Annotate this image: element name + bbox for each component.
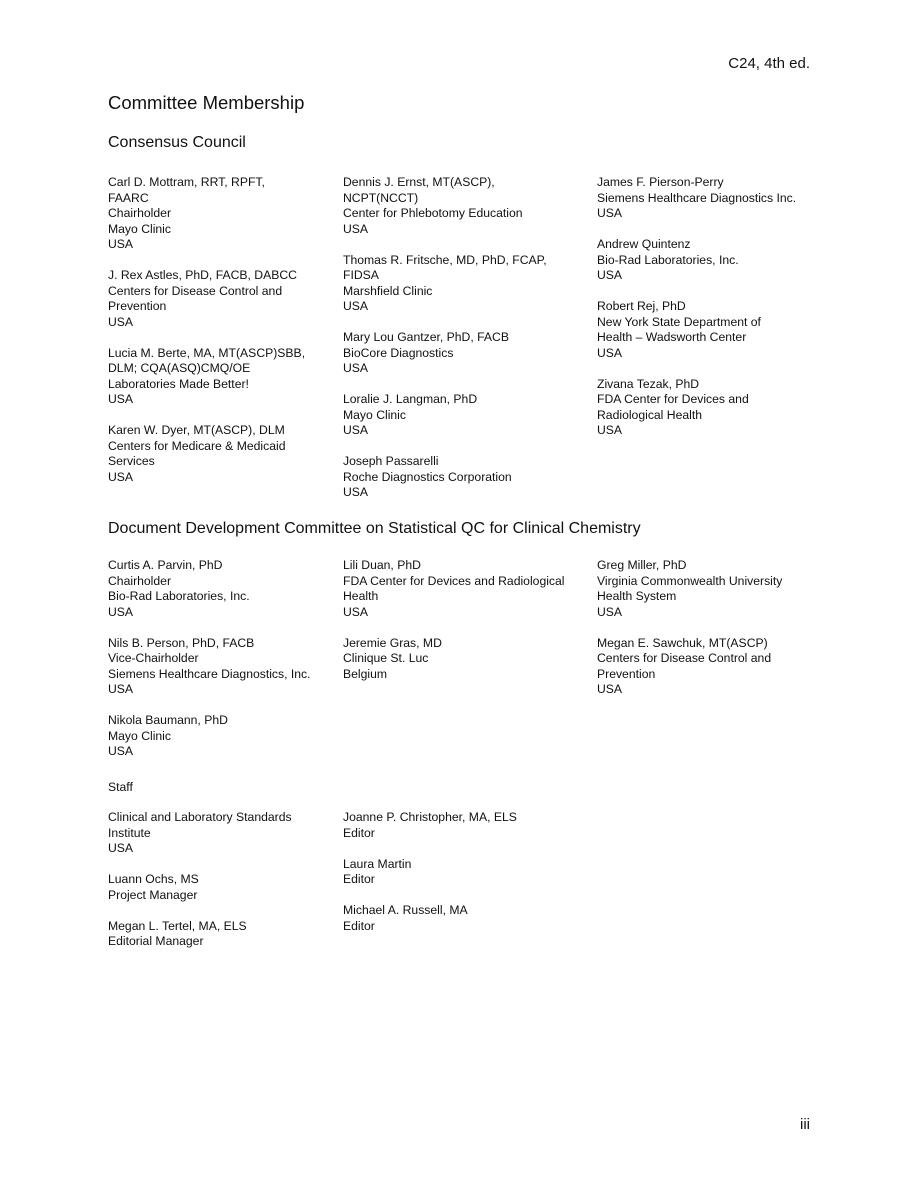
member-detail: DLM; CQA(ASQ)CMQ/OE xyxy=(108,361,251,375)
member-detail: Services xyxy=(108,454,155,468)
member-name: Michael A. Russell, MA xyxy=(343,903,468,917)
member-entry xyxy=(343,636,565,683)
member-name: J. Rex Astles, PhD, FACB, DABCC xyxy=(108,268,297,282)
member-entry xyxy=(108,175,305,253)
member-detail: USA xyxy=(597,604,623,619)
page-header: C24, 4th ed. xyxy=(728,55,810,72)
member-detail: New York State Department of xyxy=(597,314,761,329)
member-detail: FDA Center for Devices and xyxy=(597,392,749,406)
member-detail: Vice-Chairholder xyxy=(108,651,199,665)
member-entry xyxy=(108,713,311,760)
member-name: Andrew Quintenz xyxy=(597,237,691,251)
member-detail: Radiological Health xyxy=(597,407,703,422)
member-detail: Bio-Rad Laboratories, Inc. xyxy=(108,589,250,603)
member-entry xyxy=(597,237,796,284)
member-entry xyxy=(343,454,547,501)
committee-column-2 xyxy=(343,558,565,698)
member-detail: Health – Wadsworth Center xyxy=(597,330,747,344)
member-detail: USA xyxy=(108,682,134,696)
member-name: Clinical and Laboratory Standards xyxy=(108,810,292,824)
member-detail: FDA Center for Devices and Radiological xyxy=(343,573,565,588)
staff-column-1 xyxy=(108,810,292,965)
member-name: Carl D. Mottram, RRT, RPFT, xyxy=(108,175,265,189)
member-entry xyxy=(597,558,782,620)
member-entry xyxy=(108,346,305,408)
member-detail: Chairholder xyxy=(108,206,172,220)
member-detail: Health System xyxy=(597,589,677,603)
member-detail: Editor xyxy=(343,872,375,886)
member-entry xyxy=(597,636,782,698)
member-detail: Centers for Medicare & Medicaid xyxy=(108,438,286,453)
staff-column-2 xyxy=(343,810,517,950)
member-detail: USA xyxy=(597,423,623,437)
member-detail: NCPT(NCCT) xyxy=(343,190,419,205)
member-detail: Institute xyxy=(108,825,151,840)
member-detail: Virginia Commonwealth University xyxy=(597,573,783,588)
member-entry xyxy=(343,558,565,620)
member-name: Nikola Baumann, PhD xyxy=(108,713,228,727)
member-detail: Prevention xyxy=(597,666,656,681)
member-name: Lili Duan, PhD xyxy=(343,558,421,572)
member-name: Lucia M. Berte, MA, MT(ASCP)SBB, xyxy=(108,345,306,360)
committee-heading: Document Development Committee on Statistical QC for Clinical Chemistry xyxy=(108,520,641,537)
member-detail: Mayo Clinic xyxy=(108,221,171,236)
member-name: Jeremie Gras, MD xyxy=(343,635,442,650)
member-name: Megan L. Tertel, MA, ELS xyxy=(108,918,247,933)
member-name: Laura Martin xyxy=(343,856,412,871)
member-detail: USA xyxy=(597,268,623,282)
member-entry xyxy=(343,810,517,841)
member-detail: USA xyxy=(108,314,134,329)
member-detail: USA xyxy=(343,221,369,236)
member-detail: USA xyxy=(108,841,134,855)
member-name: Robert Rej, PhD xyxy=(597,299,686,313)
member-entry xyxy=(108,636,311,698)
member-detail: Mayo Clinic xyxy=(343,407,406,422)
member-detail: FAARC xyxy=(108,190,149,205)
member-name: Nils B. Person, PhD, FACB xyxy=(108,635,255,650)
member-detail: Editor xyxy=(343,825,375,840)
member-name: Megan E. Sawchuk, MT(ASCP) xyxy=(597,635,768,650)
member-detail: Siemens Healthcare Diagnostics, Inc. xyxy=(108,666,311,681)
member-detail: USA xyxy=(597,345,623,360)
member-detail: Clinique St. Luc xyxy=(343,651,429,665)
committee-column-3 xyxy=(597,558,782,713)
member-detail: USA xyxy=(108,604,134,619)
member-entry xyxy=(597,299,796,361)
member-entry xyxy=(108,872,292,903)
member-detail: USA xyxy=(597,206,623,220)
member-name: Zivana Tezak, PhD xyxy=(597,376,700,391)
member-detail: Prevention xyxy=(108,299,167,313)
member-entry xyxy=(343,175,547,237)
member-name: Dennis J. Ernst, MT(ASCP), xyxy=(343,175,495,189)
council-column-3 xyxy=(597,175,796,454)
member-name: Luann Ochs, MS xyxy=(108,872,199,886)
member-detail: Editor xyxy=(343,918,375,933)
member-detail: FIDSA xyxy=(343,268,379,282)
member-name: Mary Lou Gantzer, PhD, FACB xyxy=(343,330,509,344)
member-name: Thomas R. Fritsche, MD, PhD, FCAP, xyxy=(343,252,547,267)
member-detail: Laboratories Made Better! xyxy=(108,376,249,391)
member-detail: USA xyxy=(343,604,369,619)
member-detail: Bio-Rad Laboratories, Inc. xyxy=(597,252,739,267)
member-name: Joanne P. Christopher, MA, ELS xyxy=(343,810,517,824)
member-entry xyxy=(108,268,305,330)
member-detail: USA xyxy=(108,392,134,406)
member-entry xyxy=(108,919,292,950)
member-name: Karen W. Dyer, MT(ASCP), DLM xyxy=(108,423,285,437)
member-entry xyxy=(343,330,547,377)
member-detail: Marshfield Clinic xyxy=(343,283,433,298)
page-title: Committee Membership xyxy=(108,92,305,113)
member-detail: Health xyxy=(343,589,379,603)
member-detail: USA xyxy=(343,423,369,437)
member-detail: USA xyxy=(108,237,134,251)
member-name: Curtis A. Parvin, PhD xyxy=(108,558,223,572)
consensus-council-heading: Consensus Council xyxy=(108,134,246,151)
member-detail: Belgium xyxy=(343,666,388,681)
member-entry xyxy=(108,423,305,485)
member-detail: Center for Phlebotomy Education xyxy=(343,206,523,220)
member-entry xyxy=(108,810,292,857)
member-detail: Mayo Clinic xyxy=(108,728,171,743)
member-entry xyxy=(343,392,547,439)
member-detail: USA xyxy=(597,682,623,696)
member-entry xyxy=(343,903,517,934)
member-name: Joseph Passarelli xyxy=(343,454,439,468)
member-detail: USA xyxy=(343,485,369,499)
member-name: Greg Miller, PhD xyxy=(597,558,687,572)
member-detail: USA xyxy=(343,361,369,375)
member-name: Loralie J. Langman, PhD xyxy=(343,392,478,406)
member-detail: Roche Diagnostics Corporation xyxy=(343,469,512,484)
member-detail: BioCore Diagnostics xyxy=(343,345,454,360)
staff-label: Staff xyxy=(108,780,133,794)
member-detail: USA xyxy=(343,299,369,313)
member-name: James F. Pierson-Perry xyxy=(597,175,724,189)
committee-column-1 xyxy=(108,558,311,775)
member-detail: Project Manager xyxy=(108,887,198,902)
member-detail: Chairholder xyxy=(108,573,172,588)
member-detail: USA xyxy=(108,744,134,758)
council-column-2 xyxy=(343,175,547,516)
member-entry xyxy=(343,253,547,315)
council-column-1 xyxy=(108,175,305,501)
member-entry xyxy=(343,857,517,888)
member-detail: Centers for Disease Control and xyxy=(597,651,772,665)
page-number: iii xyxy=(800,1116,810,1133)
member-entry xyxy=(597,377,796,439)
member-entry xyxy=(108,558,311,620)
member-detail: USA xyxy=(108,469,134,484)
member-detail: Centers for Disease Control and xyxy=(108,283,283,298)
member-entry xyxy=(597,175,796,222)
member-detail: Editorial Manager xyxy=(108,934,204,948)
member-detail: Siemens Healthcare Diagnostics Inc. xyxy=(597,190,797,205)
